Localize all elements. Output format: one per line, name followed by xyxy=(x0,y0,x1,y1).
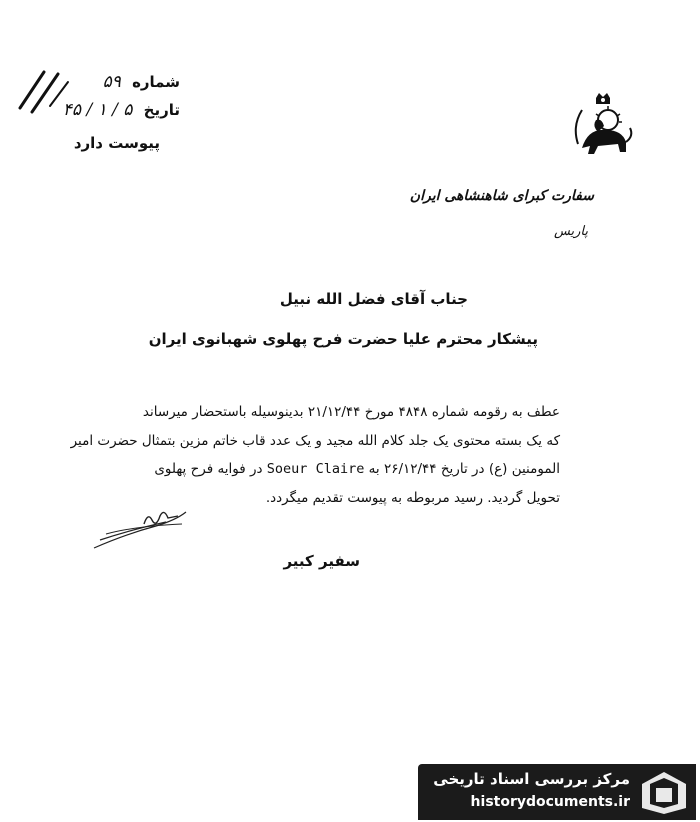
archive-title: مرکز بررسی اسناد تاریخی xyxy=(433,770,630,788)
attachment-note: پیوست دارد xyxy=(73,134,160,152)
signature-scribble xyxy=(86,504,196,554)
date-value: ۵ / ۱ / ۴۵ xyxy=(62,100,133,120)
body-line-3-end: در فوایه فرح پهلوی xyxy=(154,461,263,477)
body-line-1: عطف به رقومه شماره ۴۸۴۸ مورخ ۲۱/۱۲/۴۴ بدینوسیله باستحضار میرساند xyxy=(142,404,560,420)
recipient-name: Soeur Claire xyxy=(266,461,365,477)
archive-watermark xyxy=(418,764,696,820)
embassy-title: سفارت کبرای شاهنشاهی ایران xyxy=(409,188,594,204)
body-line-2: که یک بسته محتوی یک جلد کلام الله مجید و یک عدد قاب خاتم مزین بتمثال حضرت امیر xyxy=(70,433,560,449)
archive-logo-icon xyxy=(638,768,690,816)
date-label: تاریخ xyxy=(143,101,180,119)
signature-title: سفیر کبیر xyxy=(283,552,360,570)
body-line-3 xyxy=(154,461,560,477)
embassy-city: پاریس xyxy=(553,224,588,239)
lion-and-sun-emblem-icon xyxy=(568,92,638,162)
addressee-line-1: جناب آقای فضل الله نبیل xyxy=(279,290,468,308)
number-value: ۵۹ xyxy=(102,72,121,92)
addressee-line-2: پیشکار محترم علیا حضرت فرح پهلوی شهبانوی ایران xyxy=(148,330,538,348)
archive-url: historydocuments.ir xyxy=(470,794,630,810)
body-line-4: تحویل گردید. رسید مربوطه به پیوست تقدیم میگردد. xyxy=(265,490,560,506)
letter-number xyxy=(97,72,180,92)
number-label: شماره xyxy=(132,73,180,91)
body-line-3-start: المومنین (ع) در تاریخ ۲۶/۱۲/۴۴ به xyxy=(368,461,560,477)
letter-date xyxy=(57,100,180,120)
